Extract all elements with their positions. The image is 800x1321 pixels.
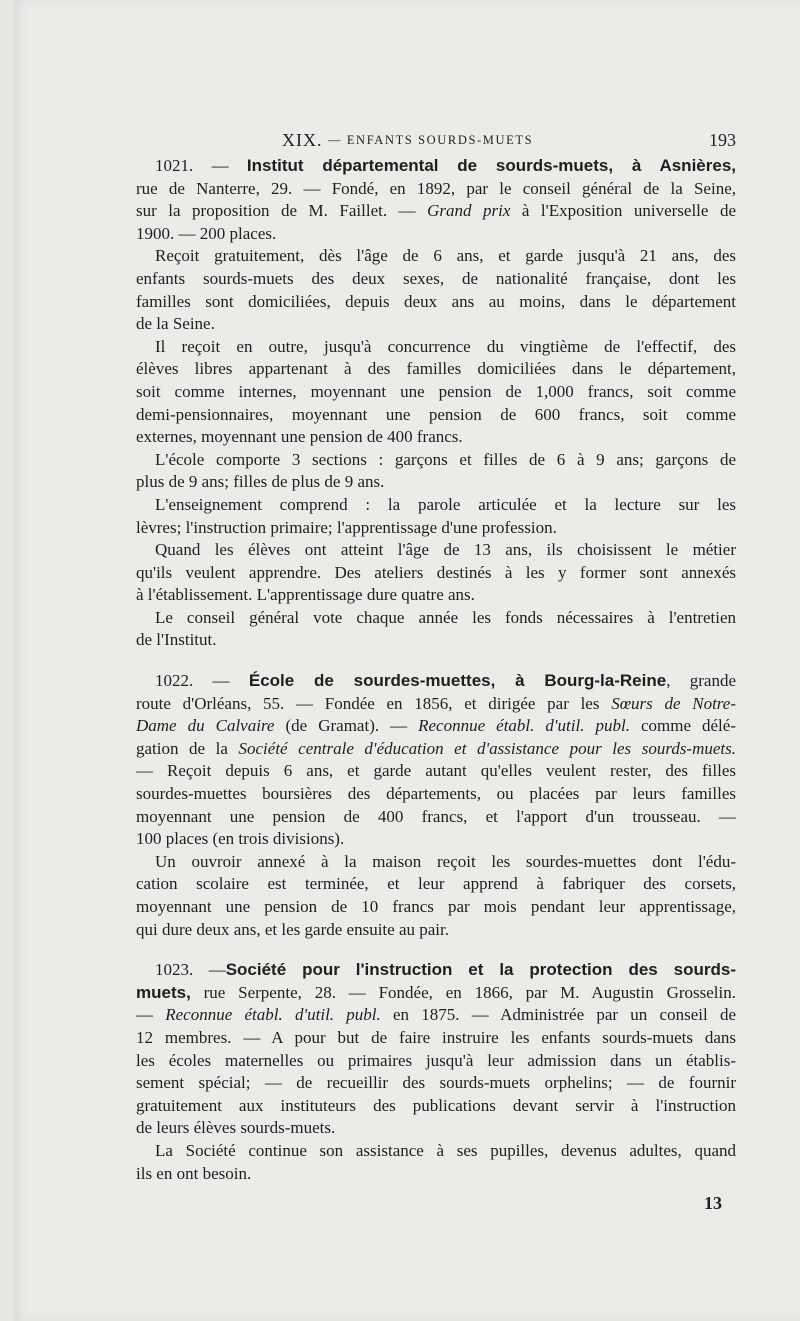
text-segment: Il reçoit en outre, jusqu'à concurrence du vingtième de l'effectif, des [155, 336, 736, 356]
page-number: 193 [709, 130, 736, 150]
text-segment: externes, moyennant une pension de 400 francs. [136, 427, 463, 447]
text-segment: moyennant une pension de 10 francs par mois pendant leur apprentissage, [136, 897, 736, 916]
text-segment: lèvres; l'instruction primaire; l'apprentissage d'une profession. [136, 517, 557, 537]
text-line [136, 693, 736, 716]
text-segment: de la Seine. [136, 314, 215, 334]
text-segment: gation de la [136, 738, 239, 758]
italic-text: Grand prix [427, 201, 511, 221]
text-segment: — Reçoit depuis 6 ans, et garde autant qu'elles veulent rester, des filles [136, 761, 736, 781]
entry-heading: Institut départemental de sourds-muets, à Asnières, [246, 156, 736, 175]
paragraph [136, 959, 736, 1140]
text-line [136, 670, 736, 693]
text-line [136, 517, 736, 540]
text-line [136, 783, 736, 806]
text-segment: Reçoit gratuitement, dès l'âge de 6 ans, et garde jusqu'à 21 ans, des [155, 246, 736, 266]
text-line [136, 873, 736, 896]
running-header [136, 130, 736, 156]
text-segment: soit comme internes, moyennant une pension de 1,000 francs, soit comme [136, 381, 736, 401]
text-segment: 1023. — [155, 960, 226, 980]
chapter-title: — ENFANTS SOURDS-MUETS [328, 133, 534, 147]
text-segment: Le conseil général vote chaque année les fonds nécessaires à l'entretien [155, 607, 736, 627]
paragraph [136, 494, 736, 539]
paragraph [136, 1140, 736, 1185]
text-segment: Un ouvroir annexé à la maison reçoit les sourdes-muettes dont l'édu- [155, 851, 736, 871]
text-segment: à l'établissement. L'apprentissage dure quatre ans. [136, 585, 475, 605]
book-page [14, 0, 800, 1321]
text-segment: (de Gramat). — [274, 716, 419, 736]
text-line [136, 336, 736, 359]
text-line [136, 1072, 736, 1095]
text-line [136, 313, 736, 336]
text-segment: , grande [666, 671, 736, 691]
text-segment: de l'Institut. [136, 630, 217, 650]
text-segment: de leurs élèves sourds-muets. [136, 1118, 336, 1138]
text-line [136, 607, 736, 630]
entry [136, 670, 736, 941]
text-line [136, 178, 736, 201]
italic-text: Dame du Calvaire [136, 716, 275, 736]
text-segment: 1900. — 200 places. [136, 223, 277, 243]
text-segment: route d'Orléans, 55. — Fondée en 1856, et dirigée par les [136, 693, 612, 713]
text-line [136, 828, 736, 851]
italic-text: Reconnue établ. d'util. publ. [165, 1005, 381, 1025]
text-line [136, 1004, 736, 1027]
text-segment: gratuitement aux instituteurs des publications devant servir à l'instruction [136, 1095, 736, 1115]
text-line [136, 806, 736, 829]
text-line [136, 268, 736, 291]
page-body [136, 155, 736, 1185]
text-segment: cation scolaire est terminée, et leur apprend à fabriquer des corsets, [136, 874, 736, 894]
text-line [136, 291, 736, 314]
text-segment: qui dure deux ans, et les garde ensuite au pair. [136, 919, 449, 939]
text-line [136, 1027, 736, 1050]
text-line [136, 426, 736, 449]
text-segment: familles sont domiciliées, depuis deux ans au moins, dans le département [136, 291, 736, 311]
text-segment: 1022. — [155, 671, 249, 691]
text-segment: enfants sourds-muets des deux sexes, de nationalité française, dont les [136, 268, 736, 288]
paragraph [136, 155, 736, 245]
paragraph [136, 670, 736, 851]
text-line [136, 562, 736, 585]
text-line [136, 738, 736, 761]
entry-heading: École de sourdes-muettes, à Bourg-la-Reine [248, 671, 667, 691]
text-line [136, 760, 736, 783]
text-segment: Quand les élèves ont atteint l'âge de 13 ans, ils choisissent le métier [155, 540, 736, 560]
text-line [136, 584, 736, 607]
text-line [136, 919, 736, 942]
chapter-number: XIX. [282, 130, 323, 150]
text-line [136, 494, 736, 517]
text-segment: demi-pensionnaires, moyennant une pension de 600 francs, soit comme [136, 404, 736, 424]
italic-text: Société centrale d'éducation et d'assistance pour les sourds-muets. [238, 738, 737, 758]
text-segment: 12 membres. — A pour but de faire instruire les enfants sourds-muets dans [136, 1027, 736, 1047]
text-line [136, 959, 736, 982]
signature-mark: 13 [704, 1193, 722, 1213]
paragraph [136, 851, 736, 941]
text-line [136, 358, 736, 381]
entry-heading: muets, [136, 982, 191, 1002]
text-line [136, 1140, 736, 1163]
text-line [136, 896, 736, 919]
text-segment: L'école comporte 3 sections : garçons et filles de 6 à 9 ans; garçons de [155, 449, 736, 469]
text-line [136, 404, 736, 427]
text-line [136, 155, 736, 178]
text-line [136, 539, 736, 562]
paragraph [136, 607, 736, 652]
paragraph [136, 539, 736, 607]
text-segment: en 1875. — Administrée par un conseil de [380, 1005, 736, 1025]
text-line [136, 200, 736, 223]
text-line [136, 245, 736, 268]
text-line [136, 982, 736, 1005]
italic-text: Reconnue établ. d'util. publ. [418, 716, 630, 736]
entry-heading: Société pour l'instruction et la protection des sourds- [225, 960, 737, 980]
text-segment: rue de Nanterre, 29. — Fondé, en 1892, par le conseil général de la Seine, [136, 178, 736, 198]
entry [136, 959, 736, 1185]
text-segment: sur la proposition de M. Faillet. — [136, 201, 428, 221]
text-line [136, 715, 736, 738]
text-segment: qu'ils veulent apprendre. Des ateliers destinés à les y former sont annexés [136, 562, 736, 582]
text-line [136, 1163, 736, 1186]
text-line [136, 629, 736, 652]
text-segment: comme délé- [629, 716, 736, 736]
text-line [136, 381, 736, 404]
text-segment: sourdes-muettes boursières des départements, ou placées par leurs familles [136, 784, 736, 804]
text-segment: moyennant une pension de 400 francs, et l'apport d'un trousseau. — [136, 806, 736, 826]
text-line [136, 1095, 736, 1118]
text-segment: La Société continue son assistance à ses pupilles, devenus adultes, quand [155, 1140, 736, 1160]
text-segment: ils en ont besoin. [136, 1163, 252, 1183]
italic-text: Sœurs de Notre- [611, 693, 736, 713]
text-line [136, 1117, 736, 1140]
text-segment: L'enseignement comprend : la parole articulée et la lecture sur les [155, 494, 736, 514]
text-line [136, 449, 736, 472]
text-segment: les écoles maternelles ou primaires jusqu'à leur admission dans un établis- [136, 1050, 736, 1070]
text-segment: 1021. — [155, 156, 247, 175]
entry [136, 155, 736, 652]
text-segment: sement spécial; — de recueillir des sourds-muets orphelins; — de fournir [136, 1073, 736, 1093]
text-segment: plus de 9 ans; filles de plus de 9 ans. [136, 472, 385, 492]
text-segment: — [136, 1005, 166, 1025]
paragraph [136, 336, 736, 449]
text-line [136, 1050, 736, 1073]
text-segment: élèves libres appartenant à des familles domiciliées dans le département, [136, 359, 736, 379]
text-line [136, 851, 736, 874]
paragraph [136, 449, 736, 494]
text-segment: 100 places (en trois divisions). [136, 829, 345, 849]
text-line [136, 471, 736, 494]
text-segment: à l'Exposition universelle de [510, 201, 736, 221]
text-segment: rue Serpente, 28. — Fondée, en 1866, par M. Augustin Grosselin. [190, 982, 736, 1002]
text-line [136, 223, 736, 246]
paragraph [136, 245, 736, 335]
